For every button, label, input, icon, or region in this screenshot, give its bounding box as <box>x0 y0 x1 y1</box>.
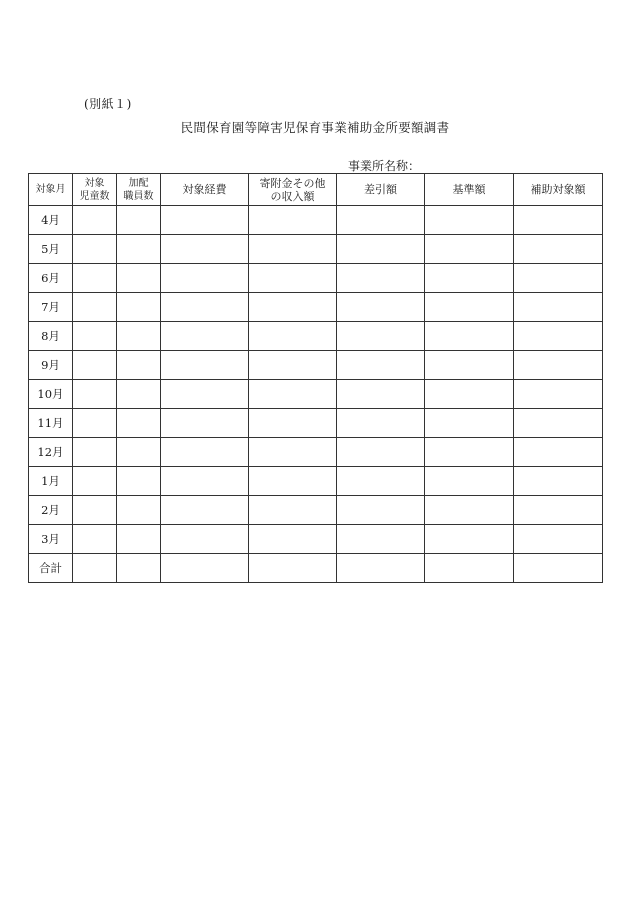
children-cell[interactable] <box>73 380 117 409</box>
eligible-cell[interactable] <box>514 438 603 467</box>
header-eligible-label: 補助対象額 <box>530 183 586 196</box>
month-cell: 4月 <box>29 206 73 235</box>
org-name-label: 事業所名称： <box>348 159 421 173</box>
month-cell: 11月 <box>29 409 73 438</box>
header-difference <box>337 174 425 206</box>
children-cell[interactable] <box>73 206 117 235</box>
staff-cell[interactable] <box>117 264 161 293</box>
eligible-cell[interactable] <box>514 264 603 293</box>
header-children-line1: 対象 <box>84 177 105 189</box>
cost-cell[interactable] <box>161 293 249 322</box>
donation-cell[interactable] <box>249 264 337 293</box>
header-staff-line2: 職員数 <box>123 190 154 202</box>
standard-cell[interactable] <box>425 293 514 322</box>
eligible-cell[interactable] <box>514 206 603 235</box>
difference-cell[interactable] <box>337 380 425 409</box>
difference-cell[interactable] <box>337 409 425 438</box>
staff-cell[interactable] <box>117 496 161 525</box>
donation-cell[interactable] <box>249 351 337 380</box>
header-standard-label: 基準額 <box>452 183 486 196</box>
header-cost-label: 対象経費 <box>182 183 227 196</box>
staff-cell[interactable] <box>117 380 161 409</box>
org-name-row <box>348 157 576 174</box>
month-cell: 7月 <box>29 293 73 322</box>
header-donation <box>249 174 337 206</box>
difference-cell[interactable] <box>337 496 425 525</box>
table-row <box>29 467 603 496</box>
header-donation-line1: 寄附金その他 <box>259 176 326 190</box>
header-eligible <box>514 174 603 206</box>
month-cell: 10月 <box>29 380 73 409</box>
header-children-line2: 児童数 <box>79 190 110 202</box>
header-difference-label: 差引額 <box>364 183 397 196</box>
table-header <box>29 174 603 206</box>
standard-cell[interactable] <box>425 264 514 293</box>
standard-cell[interactable] <box>425 554 514 583</box>
eligible-cell[interactable] <box>514 351 603 380</box>
table-row <box>29 438 603 467</box>
cost-cell[interactable] <box>161 467 249 496</box>
header-standard <box>425 174 514 206</box>
children-cell[interactable] <box>73 351 117 380</box>
cost-cell[interactable] <box>161 206 249 235</box>
header-staff <box>117 174 161 206</box>
cost-cell[interactable] <box>161 496 249 525</box>
table-row <box>29 409 603 438</box>
children-cell[interactable] <box>73 264 117 293</box>
difference-cell[interactable] <box>337 438 425 467</box>
staff-cell[interactable] <box>117 206 161 235</box>
org-name-value[interactable] <box>426 157 576 174</box>
standard-cell[interactable] <box>425 351 514 380</box>
difference-cell[interactable] <box>337 322 425 351</box>
cost-cell[interactable] <box>161 525 249 554</box>
month-cell: 9月 <box>29 351 73 380</box>
children-cell[interactable] <box>73 525 117 554</box>
month-cell: 1月 <box>29 467 73 496</box>
month-cell: 2月 <box>29 496 73 525</box>
donation-cell[interactable] <box>249 235 337 264</box>
cost-cell[interactable] <box>161 380 249 409</box>
staff-cell[interactable] <box>117 554 161 583</box>
month-cell: 6月 <box>29 264 73 293</box>
donation-cell[interactable] <box>249 496 337 525</box>
eligible-cell[interactable] <box>514 380 603 409</box>
children-cell[interactable] <box>73 235 117 264</box>
month-cell: 5月 <box>29 235 73 264</box>
difference-cell[interactable] <box>337 206 425 235</box>
standard-cell[interactable] <box>425 467 514 496</box>
header-children <box>73 174 117 206</box>
header-staff-line1: 加配 <box>128 177 149 189</box>
children-cell[interactable] <box>73 496 117 525</box>
table-row <box>29 322 603 351</box>
eligible-cell[interactable] <box>514 525 603 554</box>
table-row <box>29 525 603 554</box>
header-donation-line2: の収入額 <box>270 189 315 203</box>
donation-cell[interactable] <box>249 467 337 496</box>
table-row <box>29 496 603 525</box>
children-cell[interactable] <box>73 438 117 467</box>
standard-cell[interactable] <box>425 496 514 525</box>
document-title: 民間保育園等障害児保育事業補助金所要額調書 <box>180 120 450 135</box>
staff-cell[interactable] <box>117 351 161 380</box>
table-row <box>29 293 603 322</box>
month-cell: 12月 <box>29 438 73 467</box>
staff-cell[interactable] <box>117 438 161 467</box>
table-row <box>29 235 603 264</box>
standard-cell[interactable] <box>425 206 514 235</box>
header-month-label: 対象月 <box>35 184 66 195</box>
donation-cell[interactable] <box>249 525 337 554</box>
cost-cell[interactable] <box>161 235 249 264</box>
eligible-cell[interactable] <box>514 409 603 438</box>
cost-cell[interactable] <box>161 409 249 438</box>
subsidy-table <box>28 173 603 583</box>
table-row <box>29 264 603 293</box>
children-cell[interactable] <box>73 322 117 351</box>
eligible-cell[interactable] <box>514 322 603 351</box>
month-cell: 合計 <box>29 554 73 583</box>
eligible-cell[interactable] <box>514 467 603 496</box>
children-cell[interactable] <box>73 554 117 583</box>
header-month <box>29 174 73 206</box>
staff-cell[interactable] <box>117 409 161 438</box>
cost-cell[interactable] <box>161 554 249 583</box>
eligible-cell[interactable] <box>514 293 603 322</box>
eligible-cell[interactable] <box>514 235 603 264</box>
difference-cell[interactable] <box>337 525 425 554</box>
staff-cell[interactable] <box>117 525 161 554</box>
staff-cell[interactable] <box>117 467 161 496</box>
header-cost <box>161 174 249 206</box>
standard-cell[interactable] <box>425 235 514 264</box>
table-row <box>29 206 603 235</box>
month-cell: 8月 <box>29 322 73 351</box>
cost-cell[interactable] <box>161 322 249 351</box>
standard-cell[interactable] <box>425 525 514 554</box>
month-cell: 3月 <box>29 525 73 554</box>
cost-cell[interactable] <box>161 264 249 293</box>
donation-cell[interactable] <box>249 438 337 467</box>
header-row <box>29 174 603 206</box>
children-cell[interactable] <box>73 409 117 438</box>
donation-cell[interactable] <box>249 409 337 438</box>
attachment-label: (別紙１) <box>84 97 132 111</box>
table-row <box>29 554 603 583</box>
table-row <box>29 380 603 409</box>
children-cell[interactable] <box>73 293 117 322</box>
donation-cell[interactable] <box>249 293 337 322</box>
donation-cell[interactable] <box>249 380 337 409</box>
donation-cell[interactable] <box>249 322 337 351</box>
difference-cell[interactable] <box>337 235 425 264</box>
children-cell[interactable] <box>73 467 117 496</box>
difference-cell[interactable] <box>337 467 425 496</box>
staff-cell[interactable] <box>117 322 161 351</box>
standard-cell[interactable] <box>425 322 514 351</box>
cost-cell[interactable] <box>161 351 249 380</box>
standard-cell[interactable] <box>425 380 514 409</box>
cost-cell[interactable] <box>161 438 249 467</box>
table-body <box>29 206 603 583</box>
eligible-cell[interactable] <box>514 496 603 525</box>
standard-cell[interactable] <box>425 438 514 467</box>
donation-cell[interactable] <box>249 206 337 235</box>
difference-cell[interactable] <box>337 554 425 583</box>
difference-cell[interactable] <box>337 351 425 380</box>
difference-cell[interactable] <box>337 293 425 322</box>
staff-cell[interactable] <box>117 235 161 264</box>
table-row <box>29 351 603 380</box>
eligible-cell[interactable] <box>514 554 603 583</box>
donation-cell[interactable] <box>249 554 337 583</box>
standard-cell[interactable] <box>425 409 514 438</box>
difference-cell[interactable] <box>337 264 425 293</box>
staff-cell[interactable] <box>117 293 161 322</box>
